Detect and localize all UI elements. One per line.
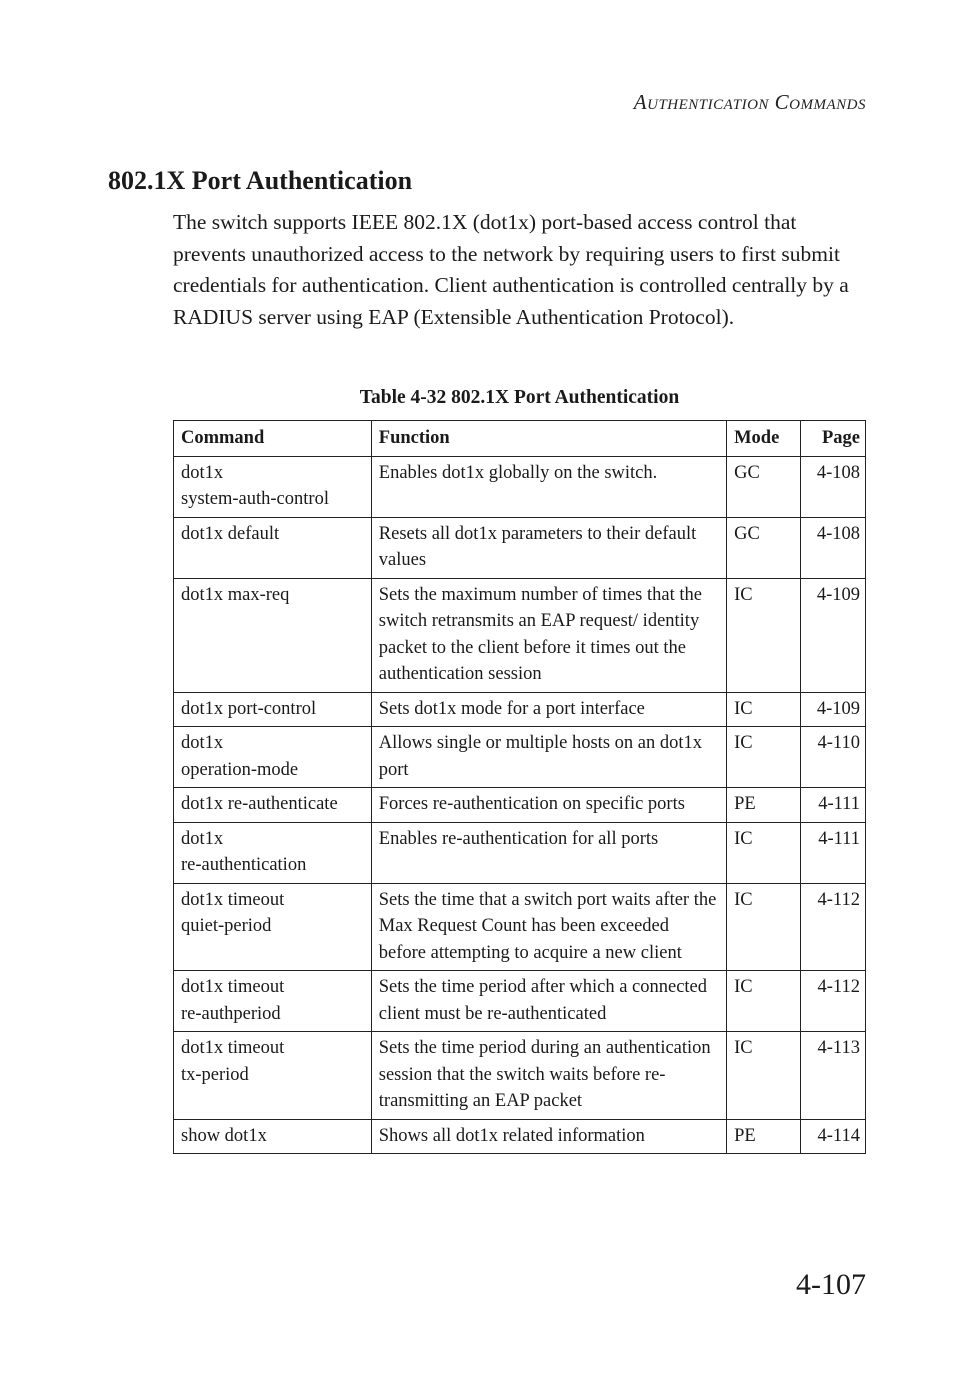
function-cell: Enables dot1x globally on the switch. bbox=[371, 456, 726, 517]
command-table bbox=[173, 420, 866, 1154]
table-row bbox=[174, 971, 866, 1032]
page-cell: 4-109 bbox=[801, 692, 866, 727]
column-header-page: Page bbox=[801, 421, 866, 457]
table-row bbox=[174, 578, 866, 692]
page-cell: 4-111 bbox=[801, 822, 866, 883]
table-row bbox=[174, 883, 866, 971]
table-row bbox=[174, 822, 866, 883]
command-cell: dot1x re-authentication bbox=[174, 822, 372, 883]
command-cell: dot1x max-req bbox=[174, 578, 372, 692]
function-cell: Shows all dot1x related information bbox=[371, 1119, 726, 1154]
table-row bbox=[174, 692, 866, 727]
command-cell: dot1x timeout re-authperiod bbox=[174, 971, 372, 1032]
command-cell: dot1x port-control bbox=[174, 692, 372, 727]
page-cell: 4-111 bbox=[801, 788, 866, 823]
page-cell: 4-108 bbox=[801, 456, 866, 517]
column-header-mode: Mode bbox=[727, 421, 801, 457]
table-header-row bbox=[174, 421, 866, 457]
table-row bbox=[174, 1119, 866, 1154]
intro-paragraph: The switch supports IEEE 802.1X (dot1x) port-based access control that prevents unauthorized access to the network by requiring users to first submit credentials for authentication. Client authentication is controlled centrally by a RADIUS server using EAP (Extensible Authentication Protocol). bbox=[173, 210, 849, 329]
table-row bbox=[174, 1032, 866, 1120]
table-caption: Table 4-32 802.1X Port Authentication bbox=[359, 387, 680, 408]
function-cell: Sets the time period during an authentication session that the switch waits before re-transmitting an EAP packet bbox=[371, 1032, 726, 1120]
function-cell: Sets the maximum number of times that the switch retransmits an EAP request/ identity packet to the client before it times out the authentication session bbox=[371, 578, 726, 692]
page-cell: 4-108 bbox=[801, 517, 866, 578]
table-row bbox=[174, 456, 866, 517]
page-cell: 4-112 bbox=[801, 883, 866, 971]
command-cell: dot1x system-auth-control bbox=[174, 456, 372, 517]
function-cell: Enables re-authentication for all ports bbox=[371, 822, 726, 883]
mode-cell: IC bbox=[727, 727, 801, 788]
command-cell: dot1x timeout quiet-period bbox=[174, 883, 372, 971]
mode-cell: IC bbox=[727, 1032, 801, 1120]
command-cell: dot1x re-authenticate bbox=[174, 788, 372, 823]
running-header: Authentication Commands bbox=[633, 90, 866, 114]
page-cell: 4-110 bbox=[801, 727, 866, 788]
function-cell: Forces re-authentication on specific ports bbox=[371, 788, 726, 823]
mode-cell: IC bbox=[727, 883, 801, 971]
table-row bbox=[174, 727, 866, 788]
column-header-function: Function bbox=[371, 421, 726, 457]
page-cell: 4-112 bbox=[801, 971, 866, 1032]
mode-cell: PE bbox=[727, 1119, 801, 1154]
function-cell: Allows single or multiple hosts on an dot1x port bbox=[371, 727, 726, 788]
mode-cell: IC bbox=[727, 578, 801, 692]
mode-cell: IC bbox=[727, 692, 801, 727]
function-cell: Resets all dot1x parameters to their default values bbox=[371, 517, 726, 578]
command-cell: dot1x operation-mode bbox=[174, 727, 372, 788]
mode-cell: GC bbox=[727, 456, 801, 517]
mode-cell: GC bbox=[727, 517, 801, 578]
mode-cell: PE bbox=[727, 788, 801, 823]
function-cell: Sets dot1x mode for a port interface bbox=[371, 692, 726, 727]
command-cell: dot1x timeout tx-period bbox=[174, 1032, 372, 1120]
column-header-command: Command bbox=[174, 421, 372, 457]
command-cell: show dot1x bbox=[174, 1119, 372, 1154]
table-body bbox=[174, 456, 866, 1154]
table-row bbox=[174, 517, 866, 578]
page-cell: 4-114 bbox=[801, 1119, 866, 1154]
page-cell: 4-113 bbox=[801, 1032, 866, 1120]
mode-cell: IC bbox=[727, 822, 801, 883]
function-cell: Sets the time period after which a connected client must be re-authenticated bbox=[371, 971, 726, 1032]
table-row bbox=[174, 788, 866, 823]
function-cell: Sets the time that a switch port waits after the Max Request Count has been exceeded before attempting to acquire a new client bbox=[371, 883, 726, 971]
command-cell: dot1x default bbox=[174, 517, 372, 578]
mode-cell: IC bbox=[727, 971, 801, 1032]
section-title: 802.1X Port Authentication bbox=[108, 166, 413, 195]
page-cell: 4-109 bbox=[801, 578, 866, 692]
page-number: 4-107 bbox=[796, 1268, 866, 1301]
